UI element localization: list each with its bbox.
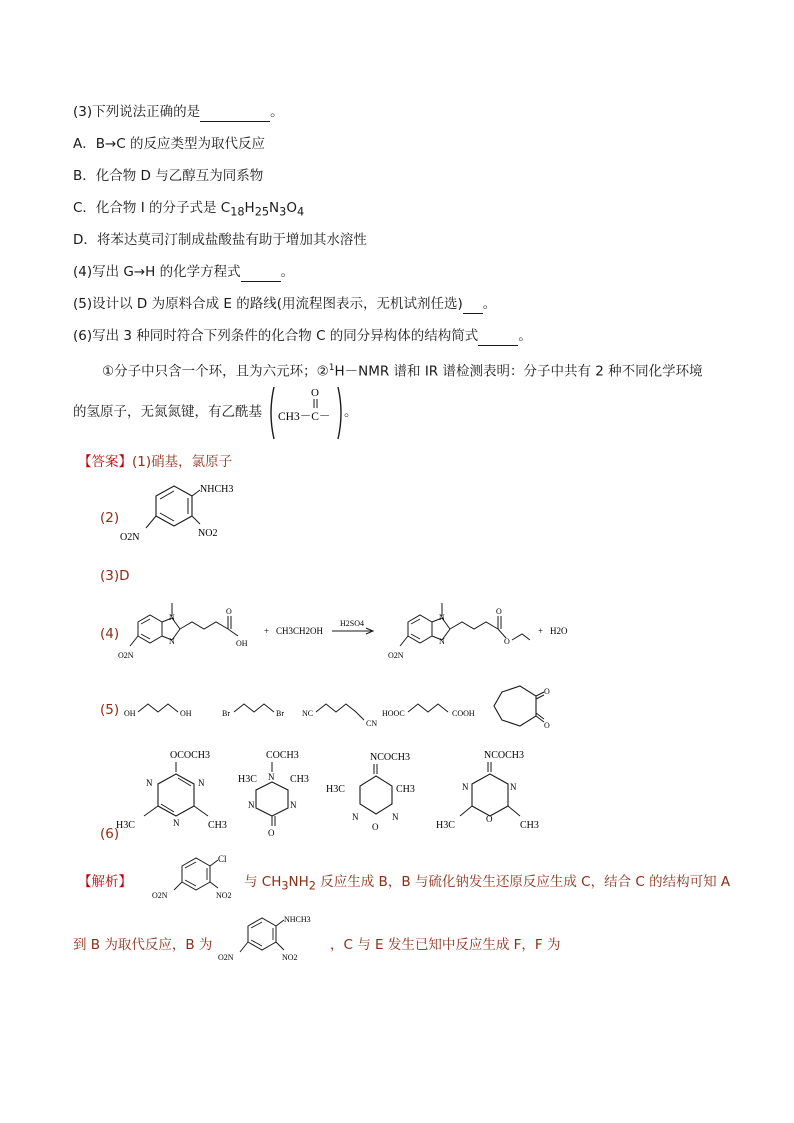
- svg-text:N: N: [268, 772, 275, 782]
- svg-text:N: N: [173, 818, 180, 828]
- svg-text:+: +: [264, 626, 270, 636]
- answer-3: (3)D: [100, 568, 130, 584]
- answer-5-label: (5): [100, 702, 120, 718]
- svg-text:N: N: [198, 778, 205, 788]
- answer-4-label: (4): [100, 626, 120, 642]
- answer-tag: 【答案】: [78, 454, 132, 470]
- svg-text:O: O: [544, 721, 550, 730]
- svg-text:N: N: [146, 778, 153, 788]
- answer-line1: 【答案】(1)硝基，氯原子: [78, 454, 233, 470]
- isomer-1: [116, 750, 227, 831]
- isomer-2: [238, 750, 309, 838]
- q3-option-a: A．B→C 的反应类型为取代反应: [73, 136, 266, 152]
- conditions-line2: 的氢原子，无氮氮键，有乙酰基: [73, 404, 262, 420]
- svg-text:HOOC: HOOC: [382, 709, 405, 718]
- analysis-line1-text: 与 $CH_3NH_2$ 反应生成 B，B 与硫化钠发生还原反应生成 C，结合 C 的结构可知 A: [244, 874, 731, 893]
- svg-text:N: N: [439, 613, 445, 622]
- svg-text:NO2: NO2: [216, 891, 232, 900]
- q5-text: (5)设计以 D 为原料合成 E 的路线(用流程图表示，无机试剂任选) 。: [73, 296, 497, 312]
- svg-text:N: N: [392, 812, 399, 822]
- svg-text:O2N: O2N: [152, 891, 168, 900]
- analysis-line2-a: 到 B 为取代反应，B 为: [73, 937, 213, 953]
- svg-text:N: N: [510, 782, 517, 792]
- svg-text:O2N: O2N: [120, 532, 140, 543]
- svg-text:NCOCH3: NCOCH3: [484, 750, 525, 761]
- svg-text:N: N: [352, 812, 359, 822]
- svg-text:O2N: O2N: [118, 651, 134, 660]
- svg-text:NC: NC: [302, 709, 314, 718]
- svg-text:O: O: [504, 637, 510, 646]
- svg-text:H3C: H3C: [436, 820, 455, 831]
- isomer-3: [326, 752, 415, 832]
- svg-text:O: O: [486, 814, 493, 824]
- svg-text:NCOCH3: NCOCH3: [370, 752, 411, 763]
- answer-6-isomers: [116, 746, 566, 842]
- svg-text:COCH3: COCH3: [266, 750, 299, 761]
- svg-text:N: N: [290, 800, 297, 810]
- svg-text:O2N: O2N: [388, 651, 404, 660]
- svg-text:NO2: NO2: [198, 528, 218, 539]
- butanediol-ho: OH: [124, 709, 136, 718]
- q3-option-c: C．化合物 I 的分子式是 $C_{18}H_{25}N_3O_4$: [73, 200, 305, 219]
- svg-text:OH: OH: [236, 639, 248, 648]
- answer-2-label: (2): [100, 510, 120, 526]
- q3-stem: (3)下列说法正确的是 。: [73, 104, 284, 120]
- compound-a-structure: [152, 852, 244, 902]
- compound-b-structure: [216, 912, 326, 966]
- analysis-tag: 【解析】: [78, 874, 132, 890]
- svg-text:O: O: [268, 828, 275, 838]
- svg-text:OH: OH: [180, 709, 192, 718]
- svg-text:N: N: [169, 613, 175, 622]
- q3-option-b: B．化合物 D 与乙醇互为同系物: [73, 168, 264, 184]
- q3-option-d: D．将苯达莫司汀制成盐酸盐有助于增加其水溶性: [73, 232, 367, 248]
- svg-text:COOH: COOH: [452, 709, 475, 718]
- svg-text:H3C: H3C: [238, 774, 257, 785]
- svg-text:CH3CH2OH: CH3CH2OH: [276, 626, 324, 636]
- conditions-end: 。: [344, 404, 358, 420]
- svg-text:N: N: [439, 637, 445, 646]
- svg-text:NO2: NO2: [282, 953, 298, 962]
- reactant-structure: [118, 603, 248, 660]
- svg-text:CN: CN: [366, 719, 378, 728]
- answer-2-structure: [118, 482, 248, 546]
- svg-text:H2O: H2O: [550, 626, 568, 636]
- svg-text:NHCH3: NHCH3: [200, 484, 234, 495]
- product-structure: [388, 603, 530, 660]
- answer-blank: [478, 331, 518, 346]
- acetyl-group-structure: [268, 384, 344, 442]
- svg-text:Cl: Cl: [218, 854, 227, 864]
- svg-text:CH3: CH3: [208, 820, 227, 831]
- acetyl-formula: CH3－C－: [278, 411, 331, 423]
- q4-text: (4)写出 G→H 的化学方程式 。: [73, 264, 295, 280]
- answer-6-label: (6): [100, 826, 120, 842]
- answer-blank: [463, 299, 483, 314]
- analysis-line1: [78, 872, 132, 892]
- answer-blank: [200, 107, 270, 122]
- svg-text:N: N: [248, 800, 255, 810]
- svg-text:O: O: [496, 607, 502, 616]
- svg-text:CH3: CH3: [520, 820, 539, 831]
- q6-text: (6)写出 3 种同时符合下列条件的化合物 C 的同分异构体的结构简式 。: [73, 328, 532, 344]
- svg-text:+: +: [538, 626, 544, 636]
- svg-text:O: O: [544, 687, 550, 696]
- acetyl-oxygen: O: [311, 387, 319, 399]
- svg-text:CH3: CH3: [396, 784, 415, 795]
- svg-text:O2N: O2N: [218, 953, 234, 962]
- answer-4-equation: [118, 598, 578, 668]
- svg-text:H2SO4: H2SO4: [340, 619, 365, 628]
- svg-text:OCOCH3: OCOCH3: [170, 750, 211, 761]
- svg-text:O: O: [372, 822, 379, 832]
- svg-text:Br: Br: [222, 709, 230, 718]
- svg-text:N: N: [169, 637, 175, 646]
- svg-text:H3C: H3C: [116, 820, 135, 831]
- analysis-line2-b: ，C 与 E 发生已知中反应生成 F，F 为: [330, 937, 561, 953]
- svg-text:N: N: [462, 782, 469, 792]
- isomer-4: [436, 750, 539, 831]
- svg-text:CH3: CH3: [290, 774, 309, 785]
- svg-text:H3C: H3C: [326, 784, 345, 795]
- answer-5-route: [124, 684, 564, 742]
- conditions-line1: ①分子中只含一个环，且为六元环；②$^1$H－NMR 谱和 IR 谱检测表明：分子中共有 2 种不同化学环境: [102, 363, 703, 380]
- svg-text:NHCH3: NHCH3: [284, 915, 311, 924]
- svg-text:O: O: [226, 607, 232, 616]
- answer-blank: [241, 267, 281, 282]
- svg-text:Br: Br: [276, 709, 284, 718]
